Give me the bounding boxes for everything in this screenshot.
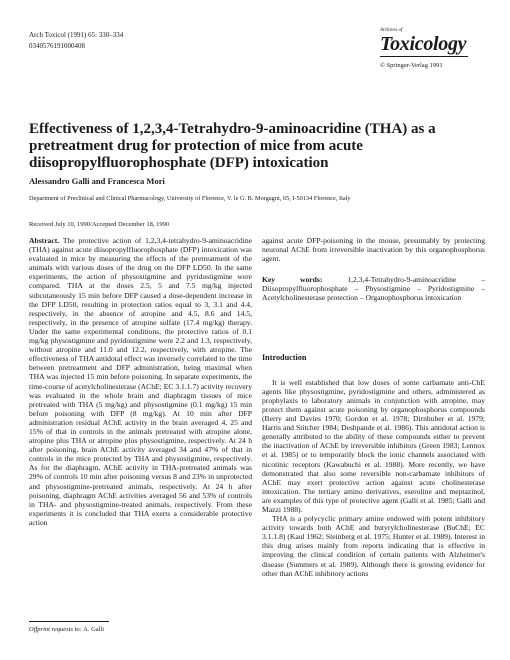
citation-block [29, 30, 123, 52]
introduction-paragraph-1: It is well established that low doses of some carbamate anti-ChE agents like physostigmine, pyridostigmine and others, administered as prophylaxis to laboratory animals in conjunction with atropine, may protect them against acute poisoning by organophosphorus compounds (Berry and Davies 1970; Gordon et al. 1978; Dirnhuber et al. 1979; Harris and Stitcher 1984; Deshpande et al. 1986). This antidotal action is generally attributed to the ability of these compounds either to prevent the inactivation of AChE by irreversible inhibitors (Green 1983; Lennox et al. 1985) or to temporarily block the ionic channels associated with nicotinic receptors (Kawabuchi et al. 1988). More recently, we have demonstrated that also some reversible non-carbamate inhibitors of AChE may exert protective action against acute cholinesterase intoxication. The tertiary amino derivatives, eseroline and meptazinol, are examples of this type of protective agent (Galli et al. 1985; Galli and Mazzi 1988). [262, 377, 485, 514]
affiliation: Department of Preclinical and Clinical Pharmacology, University of Florence, V. le G. B. Morgagni, 65, I-50134 Florence, Italy [29, 195, 351, 202]
copyright: © Springer-Verlag 1991 [380, 62, 443, 69]
journal-name: Toxicology [380, 33, 467, 55]
keywords [262, 275, 485, 302]
footnote-rule [29, 621, 109, 622]
left-column [29, 236, 252, 527]
right-column [262, 236, 485, 578]
footnote [29, 625, 104, 634]
received-dates: Received July 10, 1990/Accepted December 18, 1990 [29, 221, 170, 228]
abstract-continued: against acute DFP-poisoning in the mouse, presumably by protecting neuronal AChE from irreversible inactivation by this organophosphorus agent. [262, 236, 485, 264]
article-code: 0340576191000408 [29, 42, 85, 50]
article-title: Effectiveness of 1,2,3,4-Tetrahydro-9-aminoacridine (THA) as a pretreatment drug for protection of mice from acute diisopropylfluorophosphate (DFP) intoxication [29, 121, 436, 171]
introduction-paragraph-2: THA is a polycyclic primary amine endowed with potent inhibitory activity towards both AChE and butyrylcholinesterase (BuChE; EC 3.1.1.8) (Kaul 1962; Steinberg et al. 1975; Hunter et al. 1989). Interest in this drug arises mainly from reports indicating that is effective in improving the clinical condition of certain patients with Alzheimer's disease (Summers et al. 1989). Although there is growing evidence for other than AChE inhibitory actions [262, 514, 485, 578]
abstract-label: Abstract. [29, 236, 60, 245]
keywords-label: Key words: [262, 275, 323, 285]
journal-citation: Arch Toxicol (1991) 65: 330–334 [29, 31, 124, 39]
keywords-text: 1,2,3,4-Tetrahydro-9-aminoacridine – Diisopropylfluorophosphate – Physostigmine – Pyridostigmine – Acetylcholinesterase protection – Organophosphorus intoxication [262, 275, 485, 303]
journal-logo-block [380, 28, 490, 71]
authors: Alessandro Galli and Francesca Mori [29, 176, 165, 186]
abstract [29, 236, 252, 527]
introduction-heading: Introduction [262, 352, 307, 362]
journal-rule [380, 56, 468, 57]
footnote-label: Offprint requests to: [29, 626, 82, 633]
journal-prefix: Archives of [380, 28, 403, 33]
footnote-name: A. Galli [83, 626, 105, 633]
abstract-text: The protective action of 1,2,3,4-tetrahydro-9-aminoacridine (THA) against acute diisopropylfluorophosphate (DFP) intoxication was evaluated in mice by measuring the effects of the pretreatment of the animals with various doses of the drug on the DFP LD50. In the same experiments, the action of physostigmine and pyridostigmine were compared. THA at the doses 2.5, 5 and 7.5 mg/kg injected subcutaneously 15 min before DFP caused a dose-dependent increase in the DFP LD50, resulting in protection ratios equal to 3, 3.1 and 4.4, respectively, in the absence of atropine and 4.5, 8.6 and 14.5, respectively, in the presence of atropine sulfate (17.4 mg/kg) therapy. Under the same experimental conditions, the protective ratios of 0.1 mg/kg physostigmine and pyridostigmine were 2.2 and 1.3, respectively, without atropine and 11.0 and 12.2, respectively, with atropine. The effectiveness of THA antidotal effect was inversely correlated to the time between pretreatment and DFP administration, being maximal when THA was injected 15 min before poisoning. In separate experiments, the time-course of acetylcholinesterase (AChE; EC 3.1.1.7) activity recovery was evaluated in the whole brain and diaphragm tissues of mice pretreated with THA (5 mg/kg) and physostigmine (0.1 mg/kg) 15 min before poisoning with DFP (8 mg/kg). At 10 min after DFP administration residual AChE activity in the brain averaged 4, 25 and 15% of that in controls in the animals pretreated with atropine alone, atropine plus THA or atropine plus physostigmine, respectively. At 24 h after poisoning, brain AChE activity averaged 34 and 47% of that in controls in the mice protected by THA and physostigmine, respectively. As for the diaphragm, AChE activity in THA-pretreated animals was 29% of controls 10 min after poisoning versus 8 and 23% in unprotected and physostigmine-pretreated animals, respectively. At 24 h after poisoning, diaphragm AChE activities averaged 56 and 53% of controls in THA- and physostigmine-treated animals, respectively. From these experiments it is concluded that THA exerts a considerable protective action [29, 236, 252, 527]
